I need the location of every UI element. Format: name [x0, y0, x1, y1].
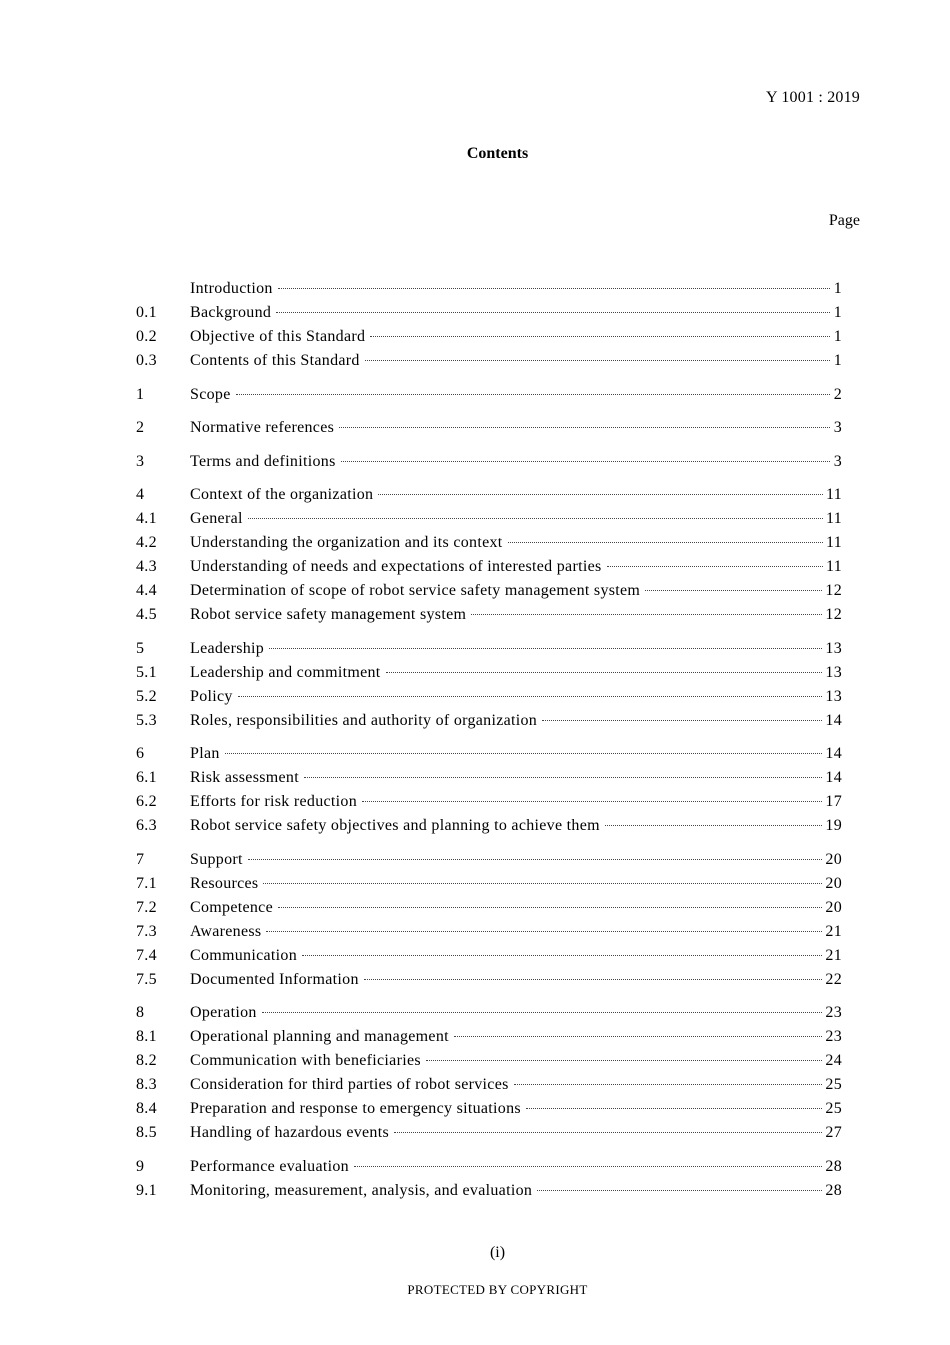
dot-leader [304, 777, 822, 778]
toc-entry-title: Efforts for risk reduction [190, 793, 358, 810]
toc-entry-number: 7.4 [136, 946, 157, 964]
toc-entry-title: Roles, responsibilities and authority of organization [190, 711, 538, 729]
copyright-notice: PROTECTED BY COPYRIGHT [407, 1282, 588, 1297]
toc-entry-page: 14 [825, 711, 842, 729]
toc-entry[interactable] [136, 1155, 842, 1179]
dot-leader [542, 720, 822, 721]
toc-entry[interactable] [136, 709, 842, 733]
toc-entry-number: 6.2 [136, 793, 157, 810]
toc-entry-number: 7.2 [136, 898, 157, 916]
toc-entry-page: 21 [825, 922, 842, 940]
dot-leader [365, 360, 830, 361]
toc-entry[interactable] [136, 896, 842, 920]
toc-entry[interactable] [136, 416, 842, 440]
toc-entry-title: Leadership [190, 639, 265, 657]
toc-entry-page: 12 [825, 582, 842, 599]
toc-entry[interactable] [136, 637, 842, 661]
toc-entry[interactable] [136, 603, 842, 627]
toc-entry-title: Competence [190, 898, 273, 916]
dot-leader [354, 1166, 822, 1167]
toc-entry-page: 11 [825, 534, 842, 551]
toc-entry[interactable] [136, 531, 842, 555]
toc-entry-title: Resources [190, 874, 259, 892]
dot-leader [302, 955, 822, 956]
toc-entry-title: Understanding the organization and its context [190, 534, 503, 551]
toc-entry-title: Terms and definitions [190, 452, 336, 470]
toc-entry-title: Robot service safety objectives and planning to achieve them [190, 817, 600, 834]
toc-entry[interactable] [136, 968, 842, 992]
toc-entry-page: 23 [825, 1004, 842, 1021]
toc-entry-page: 14 [825, 769, 842, 786]
dot-leader [471, 614, 822, 615]
toc-entry-page: 1 [833, 280, 842, 297]
dot-leader [454, 1036, 823, 1037]
dot-leader [364, 979, 823, 980]
toc-entry-title: Policy [190, 687, 233, 705]
toc-entry-page: 2 [833, 385, 842, 403]
toc-entry[interactable] [136, 555, 842, 579]
standard-number: Y 1001 : 2019 [765, 89, 860, 106]
toc-entry-number: 4.5 [136, 606, 157, 623]
toc-entry[interactable] [136, 507, 842, 531]
toc-entry[interactable] [136, 1097, 842, 1121]
toc-entry-title: Operational planning and management [190, 1028, 449, 1045]
toc-entry-title: General [190, 510, 243, 527]
toc-entry-number: 8.3 [136, 1076, 157, 1093]
toc-entry[interactable] [136, 483, 842, 507]
toc-entry[interactable] [136, 685, 842, 709]
toc-entry[interactable] [136, 766, 842, 790]
dot-leader [645, 590, 822, 591]
toc-entry-title: Scope [190, 385, 231, 403]
dot-leader [526, 1108, 822, 1109]
toc-entry-page: 21 [825, 946, 842, 964]
toc-entry-title: Understanding of needs and expectations of interested parties [190, 558, 602, 575]
toc-entry-number: 6.3 [136, 817, 157, 834]
toc-entry-page: 20 [825, 898, 842, 916]
dot-leader [378, 494, 823, 495]
toc-entry-title: Contents of this Standard [190, 352, 360, 369]
toc-entry[interactable] [136, 1121, 842, 1145]
dot-leader [269, 648, 822, 649]
toc-entry-page: 25 [825, 1100, 842, 1117]
toc-entry-page: 3 [833, 452, 842, 470]
toc-entry-page: 14 [825, 745, 842, 762]
toc-entry-title: Operation [190, 1004, 257, 1021]
toc-entry-page: 11 [825, 558, 842, 575]
toc-entry-title: Consideration for third parties of robot services [190, 1076, 509, 1093]
toc-entry-title: Preparation and response to emergency situations [190, 1100, 521, 1117]
toc-entry-number: 4.4 [136, 582, 157, 599]
toc-entry[interactable] [136, 325, 842, 349]
toc-entry-title: Robot service safety management system [190, 606, 467, 623]
toc-entry-page: 28 [825, 1181, 842, 1199]
dot-leader [514, 1084, 823, 1085]
toc-entry[interactable] [136, 920, 842, 944]
toc-entry-number: 9 [136, 1157, 145, 1175]
dot-leader [341, 461, 830, 462]
toc-entry-title: Monitoring, measurement, analysis, and evaluation [190, 1181, 533, 1199]
toc-entry-number: 0.1 [136, 304, 157, 321]
toc-entry-page: 23 [825, 1028, 842, 1045]
toc-entry-number: 9.1 [136, 1181, 157, 1199]
toc-entry-number: 4 [136, 486, 145, 503]
toc-entry-number: 2 [136, 419, 145, 436]
toc-entry-title: Determination of scope of robot service safety management system [190, 582, 641, 599]
toc-entry-title: Context of the organization [190, 486, 374, 503]
toc-entry-number: 7 [136, 850, 145, 868]
toc-entry-number: 4.3 [136, 558, 157, 575]
toc-entry-number: 5.3 [136, 711, 157, 729]
toc-entry[interactable] [136, 790, 842, 814]
toc-entry-page: 3 [833, 419, 842, 436]
toc-entry-page: 20 [825, 850, 842, 868]
dot-leader [276, 312, 830, 313]
toc-entry-page: 12 [825, 606, 842, 623]
dot-leader [426, 1060, 823, 1061]
toc-entry[interactable] [136, 1049, 842, 1073]
toc-entry-page: 11 [825, 486, 842, 503]
toc-entry[interactable] [136, 1001, 842, 1025]
toc-entry-title: Plan [190, 745, 220, 762]
page-title: Contents [466, 145, 529, 162]
toc-entry-title: Awareness [190, 922, 262, 940]
toc-entry-title: Leadership and commitment [190, 663, 381, 681]
dot-leader [236, 394, 830, 395]
toc-entry-page: 28 [825, 1157, 842, 1175]
toc-entry-page: 19 [825, 817, 842, 834]
toc-entry-page: 24 [825, 1052, 842, 1069]
dot-leader [266, 931, 822, 932]
toc-entry-page: 1 [833, 352, 842, 369]
toc-entry[interactable] [136, 349, 842, 373]
toc-entry[interactable] [136, 944, 842, 968]
toc-entry-number: 8.1 [136, 1028, 157, 1045]
toc-entry-number: 7.5 [136, 970, 157, 988]
dot-leader [386, 672, 823, 673]
dot-leader [248, 859, 823, 860]
toc-entry-page: 25 [825, 1076, 842, 1093]
toc-entry-number: 7.3 [136, 922, 157, 940]
toc-entry[interactable] [136, 277, 842, 301]
toc-entry-number: 8.4 [136, 1100, 157, 1117]
toc-entry-title: Risk assessment [190, 769, 299, 786]
toc-entry-number: 8 [136, 1004, 145, 1021]
dot-leader [605, 825, 823, 826]
page-column-label: Page [828, 212, 860, 229]
toc-entry-number: 8.2 [136, 1052, 157, 1069]
toc-entry-number: 4.1 [136, 510, 157, 527]
dot-leader [607, 566, 823, 567]
dot-leader [370, 336, 830, 337]
toc-entry-number: 4.2 [136, 534, 157, 551]
toc-entry[interactable] [136, 579, 842, 603]
dot-leader [339, 427, 830, 428]
toc-entry-number: 7.1 [136, 874, 157, 892]
toc-entry[interactable] [136, 742, 842, 766]
dot-leader [238, 696, 823, 697]
dot-leader [278, 907, 822, 908]
toc-entry-number: 3 [136, 452, 145, 470]
toc-entry-title: Introduction [190, 280, 273, 297]
toc-entry-title: Support [190, 850, 243, 868]
toc-entry-title: Objective of this Standard [190, 328, 366, 345]
toc-entry-page: 20 [825, 874, 842, 892]
toc-entry-title: Documented Information [190, 970, 359, 988]
toc-entry-title: Communication with beneficiaries [190, 1052, 421, 1069]
toc-entry-title: Background [190, 304, 272, 321]
dot-leader [225, 753, 823, 754]
toc-entry-title: Handling of hazardous events [190, 1124, 390, 1141]
toc-entry-number: 8.5 [136, 1124, 157, 1141]
dot-leader [394, 1132, 822, 1133]
toc-entry[interactable] [136, 1073, 842, 1097]
page-folio: (i) [489, 1244, 506, 1261]
dot-leader [278, 288, 830, 289]
dot-leader [263, 883, 822, 884]
toc-entry-page: 11 [825, 510, 842, 527]
dot-leader [362, 801, 822, 802]
toc-entry-title: Normative references [190, 419, 335, 436]
toc-entry-number: 6.1 [136, 769, 157, 786]
toc-entry[interactable] [136, 661, 842, 685]
table-of-contents [136, 277, 842, 1203]
toc-entry-number: 5 [136, 639, 145, 657]
toc-entry[interactable] [136, 814, 842, 838]
toc-entry[interactable] [136, 383, 842, 407]
toc-entry-page: 17 [825, 793, 842, 810]
toc-entry-number: 5.1 [136, 663, 157, 681]
dot-leader [537, 1190, 822, 1191]
dot-leader [262, 1012, 823, 1013]
toc-entry[interactable] [136, 1025, 842, 1049]
toc-entry-number: 5.2 [136, 687, 157, 705]
toc-entry-page: 13 [825, 663, 842, 681]
toc-entry-title: Performance evaluation [190, 1157, 349, 1175]
toc-entry-number: 1 [136, 385, 145, 403]
toc-entry[interactable] [136, 450, 842, 474]
dot-leader [508, 542, 823, 543]
toc-entry-page: 13 [825, 639, 842, 657]
toc-entry-page: 13 [825, 687, 842, 705]
toc-entry-page: 22 [825, 970, 842, 988]
toc-entry-title: Communication [190, 946, 298, 964]
toc-entry-page: 1 [833, 304, 842, 321]
toc-entry-number: 0.2 [136, 328, 157, 345]
toc-entry[interactable] [136, 848, 842, 872]
toc-entry-number: 6 [136, 745, 145, 762]
toc-entry-page: 27 [825, 1124, 842, 1141]
toc-entry[interactable] [136, 301, 842, 325]
toc-entry[interactable] [136, 872, 842, 896]
toc-entry-page: 1 [833, 328, 842, 345]
toc-entry-number: 0.3 [136, 352, 157, 369]
dot-leader [248, 518, 823, 519]
toc-entry[interactable] [136, 1179, 842, 1203]
